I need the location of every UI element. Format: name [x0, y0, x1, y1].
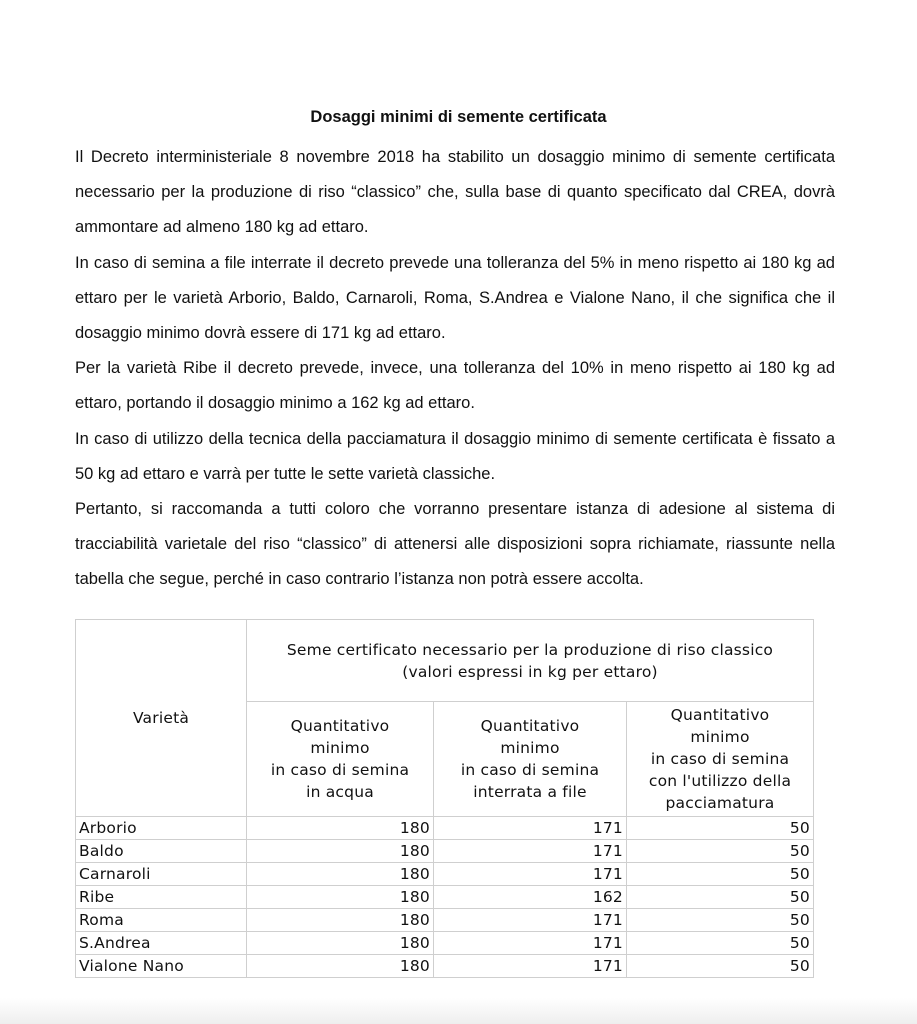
- table-row: [76, 886, 814, 909]
- header-rows-text: Quantitativo minimo in caso di semina interrata a file: [460, 717, 600, 801]
- header-water: [247, 702, 434, 817]
- cell-rows: 171: [434, 909, 627, 932]
- cell-water: 180: [247, 932, 434, 955]
- cell-mulching: 50: [627, 840, 814, 863]
- paragraph-tolerance-5: In caso di semina a file interrate il decreto prevede una tolleranza del 5% in meno rispetto ai 180 kg ad ettaro per le varietà Arborio, Baldo, Carnaroli, Roma, S.Andrea e Vialone Nano, il che significa che il dosaggio minimo dovrà essere di 171 kg ad ettaro.: [75, 253, 835, 343]
- cell-variety: S.Andrea: [76, 932, 247, 955]
- header-rows: [434, 702, 627, 817]
- header-variety: Varietà: [76, 620, 247, 817]
- cell-mulching: 50: [627, 932, 814, 955]
- cell-rows: 171: [434, 863, 627, 886]
- table-row: [76, 932, 814, 955]
- header-main-text: Seme certificato necessario per la produzione di riso classico (valori espressi in kg per ettaro): [286, 640, 774, 681]
- cell-rows: 162: [434, 886, 627, 909]
- header-mulching-text: Quantitativo minimo in caso di semina con l'utilizzo della pacciamatura: [648, 706, 792, 812]
- cell-water: 180: [247, 863, 434, 886]
- cell-water: 180: [247, 817, 434, 840]
- cell-mulching: 50: [627, 955, 814, 978]
- header-main: [247, 620, 814, 702]
- cell-variety: Baldo: [76, 840, 247, 863]
- paragraph-tolerance-ribe: Per la varietà Ribe il decreto prevede, invece, una tolleranza del 10% in meno rispetto ai 180 kg ad ettaro, portando il dosaggio minimo a 162 kg ad ettaro.: [75, 359, 835, 413]
- cell-rows: 171: [434, 955, 627, 978]
- cell-mulching: 50: [627, 886, 814, 909]
- paragraph-recommendation: Pertanto, si raccomanda a tutti coloro che vorranno presentare istanza di adesione al sistema di tracciabilità varietale del riso “classico” di attenersi alle disposizioni sopra richiamate, riassunte nella tabella che segue, perché in caso contrario l’istanza non potrà essere accolta.: [75, 500, 835, 589]
- table-row: [76, 840, 814, 863]
- cell-water: 180: [247, 909, 434, 932]
- cell-variety: Arborio: [76, 817, 247, 840]
- cell-mulching: 50: [627, 909, 814, 932]
- table-row: [76, 863, 814, 886]
- cell-variety: Vialone Nano: [76, 955, 247, 978]
- dosage-table-wrapper: [75, 619, 814, 978]
- document-title: Dosaggi minimi di semente certificata: [310, 108, 607, 126]
- cell-mulching: 50: [627, 863, 814, 886]
- table-row: [76, 909, 814, 932]
- document-body: [75, 140, 835, 598]
- table-row: [76, 817, 814, 840]
- page-bottom-shadow: [0, 998, 917, 1024]
- cell-variety: Roma: [76, 909, 247, 932]
- cell-rows: 171: [434, 840, 627, 863]
- header-mulching: [627, 702, 814, 817]
- header-water-text: Quantitativo minimo in caso di semina in acqua: [270, 717, 410, 801]
- paragraph-decree: Il Decreto interministeriale 8 novembre 2018 ha stabilito un dosaggio minimo di semente certificata necessario per la produzione di riso “classico” che, sulla base di quanto specificato dal CREA, dovrà ammontare ad almeno 180 kg ad ettaro.: [75, 148, 835, 237]
- table-row: [76, 955, 814, 978]
- cell-mulching: 50: [627, 817, 814, 840]
- cell-variety: Ribe: [76, 886, 247, 909]
- cell-water: 180: [247, 955, 434, 978]
- cell-water: 180: [247, 886, 434, 909]
- paragraph-pacciamatura: In caso di utilizzo della tecnica della pacciamatura il dosaggio minimo di semente certificata è fissato a 50 kg ad ettaro e varrà per tutte le sette varietà classiche.: [75, 429, 835, 483]
- cell-variety: Carnaroli: [76, 863, 247, 886]
- cell-rows: 171: [434, 817, 627, 840]
- cell-rows: 171: [434, 932, 627, 955]
- dosage-table: [75, 619, 814, 978]
- cell-water: 180: [247, 840, 434, 863]
